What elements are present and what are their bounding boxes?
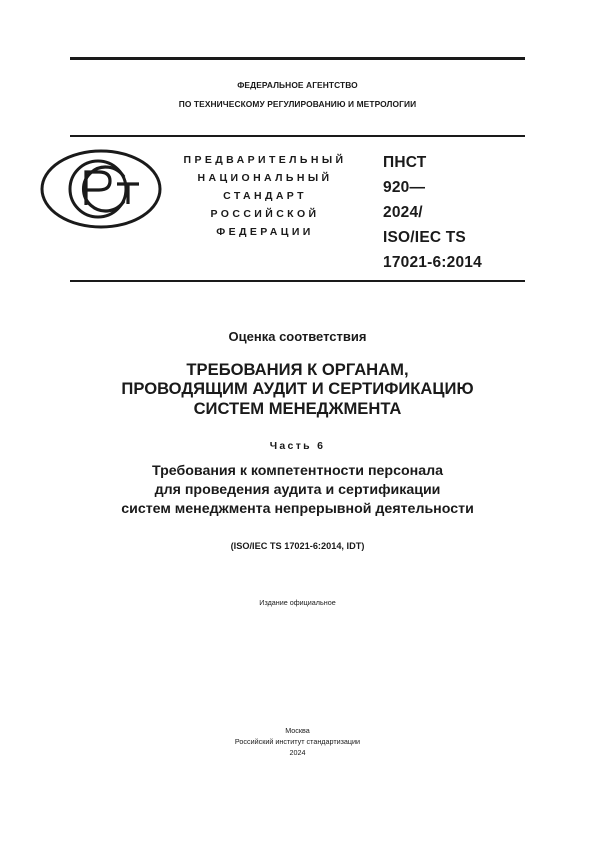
standard-type-line: СТАНДАРТ — [223, 190, 307, 202]
title-block-divider — [70, 280, 525, 282]
main-title-line: СИСТЕМ МЕНЕДЖМЕНТА — [193, 398, 402, 418]
subtitle-line: для проведения аудита и сертификации — [154, 482, 441, 498]
document-subject: Оценка соответствия — [228, 329, 367, 344]
standard-designation-line: 2024/ — [383, 204, 423, 221]
main-title-line: ТРЕБОВАНИЯ К ОРГАНАМ, — [186, 360, 409, 379]
publication-year: 2024 — [289, 748, 306, 757]
agency-name-line-1: ФЕДЕРАЛЬНОЕ АГЕНТСТВО — [237, 80, 358, 90]
edition-note: Издание официальное — [259, 598, 336, 607]
standard-designation-line: ISO/IEC TS — [383, 229, 466, 246]
identity-reference: (ISO/IEC TS 17021-6:2014, IDT) — [230, 541, 365, 551]
standard-designation-line: ПНСТ — [383, 154, 427, 171]
publisher-name: Российский институт стандартизации — [234, 737, 361, 746]
standard-type-line: НАЦИОНАЛЬНЫЙ — [197, 172, 333, 184]
standard-type-line: ФЕДЕРАЦИИ — [216, 226, 314, 238]
main-title-line: ПРОВОДЯЩИМ АУДИТ И СЕРТИФИКАЦИЮ — [121, 379, 474, 399]
header-divider — [70, 135, 525, 137]
standard-type-line: РОССИЙСКОЙ — [210, 208, 320, 220]
document-subtitle — [40, 462, 555, 519]
top-rule — [70, 57, 525, 60]
document-main-title — [40, 360, 555, 418]
gost-r-mark-icon — [40, 149, 162, 229]
subtitle-line: Требования к компетентности персонала — [151, 463, 443, 479]
standard-designation-line: 17021-6:2014 — [383, 254, 482, 271]
subtitle-line: систем менеджмента непрерывной деятельности — [121, 501, 474, 517]
publisher-city: Москва — [285, 726, 310, 735]
standard-designation-line: 920— — [383, 179, 426, 196]
agency-name-line-2: ПО ТЕХНИЧЕСКОМУ РЕГУЛИРОВАНИЮ И МЕТРОЛОГИИ — [178, 99, 417, 109]
standard-type-line: ПРЕДВАРИТЕЛЬНЫЙ — [183, 154, 347, 166]
document-part: Часть 6 — [269, 440, 326, 452]
